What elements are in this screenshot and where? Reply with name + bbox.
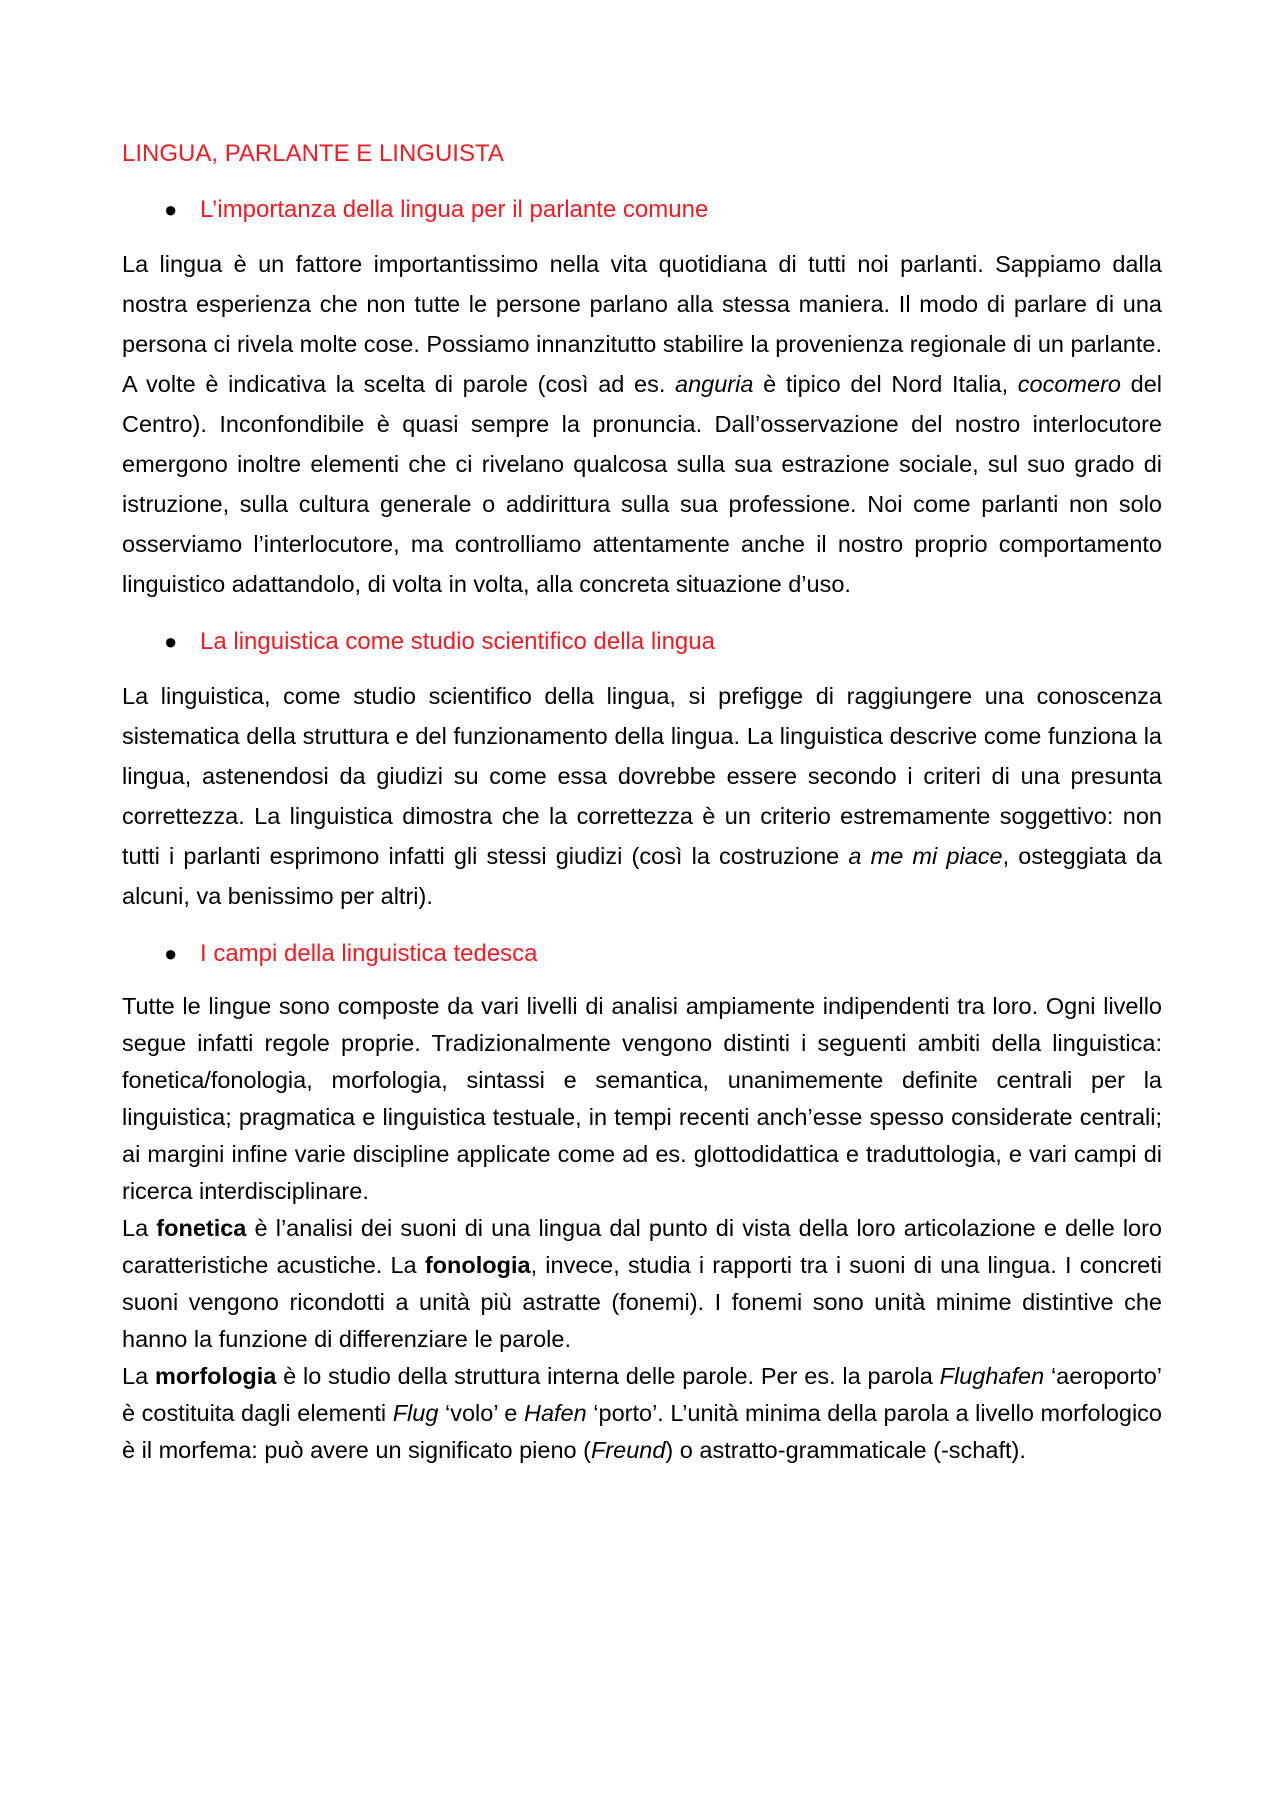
text-run: ‘aeroporto’ è costituita dagli elementi [122,1363,1162,1426]
italic-term: Hafen [523,1400,587,1426]
bold-term: fonologia [424,1252,531,1278]
text-run: , invece, studia i rapporti tra i suoni di una lingua. I concreti suoni vengono ricondotti a unità più astratte (fonemi). I fonemi sono unità minime distintive che hanno la funzione di differenziare le parole. [122,1252,1162,1352]
section-heading-text: L’importanza della lingua per il parlante comune [200,196,709,223]
bullet-icon: ● [164,629,178,654]
text-run: ‘volo’ e [438,1400,524,1426]
text-run: ) o astratto-grammaticale (-schaft). [665,1437,1026,1463]
text-run: del Centro). Inconfondibile è quasi sempre la pronuncia. Dall’osservazione del nostro interlocutore emergono inoltre elementi che ci rivelano qualcosa sulla sua estrazione sociale, sul suo grado di istruzione, sulla cultura generale o addirittura sulla sua professione. Noi come parlanti non solo osserviamo l’interlocutore, ma controlliamo attentamente anche il nostro proprio comportamento linguistico adattandolo, di volta in volta, alla concreta situazione d’uso. [122,371,1163,597]
section-importanza [122,194,1162,604]
bullet-icon: ● [164,941,178,966]
italic-term: a me mi piace [848,843,1003,869]
bold-term: morfologia [154,1363,277,1389]
text-run: La lingua è un fattore importantissimo nella vita quotidiana di tutti noi parlanti. Sappiamo dalla nostra esperienza che non tutte le persone parlano alla stessa maniera. Il modo di parlare di una persona ci rivela molte cose. Possiamo innanzitutto stabilire la provenienza regionale di un parlante. A volte è indicativa la scelta di parole (così ad es. [122,251,1162,397]
text-run: La [122,1363,155,1389]
paragraph [122,1210,1162,1358]
document-page [122,138,1162,1469]
paragraph [122,1358,1162,1469]
section-heading [122,626,1162,658]
text-run: è tipico del Nord Italia, [753,371,1018,397]
text-run: ‘porto’. L’unità minima della parola a livello morfologico è il morfema: può avere un significato pieno ( [122,1400,1162,1463]
section-linguistica-scientifica [122,626,1162,916]
italic-term: Freund [590,1437,666,1463]
paragraph [122,676,1162,916]
text-run: Tutte le lingue sono composte da vari livelli di analisi ampiamente indipendenti tra loro. Ogni livello segue infatti regole proprie. Tradizionalmente vengono distinti i seguenti ambiti della linguistica: fonetica/fonologia, morfologia, sintassi e semantica, unanimemente definite centrali per la linguistica; pragmatica e linguistica testuale, in tempi recenti anch’esse spesso considerate centrali; ai margini infine varie discipline applicate come ad es. glottodidattica e traduttologia, e vari campi di ricerca interdisciplinare. [122,993,1162,1204]
italic-term: Flug [392,1400,439,1426]
text-run: La linguistica, come studio scientifico della lingua, si prefigge di raggiungere una conoscenza sistematica della struttura e del funzionamento della lingua. La linguistica descrive come funziona la lingua, astenendosi da giudizi su come essa dovrebbe essere secondo i criteri di una presunta correttezza. La linguistica dimostra che la correttezza è un criterio estremamente soggettivo: non tutti i parlanti esprimono infatti gli stessi giudizi (così la costruzione [122,683,1162,869]
bold-term: fonetica [156,1215,247,1241]
document-title: LINGUA, PARLANTE E LINGUISTA [122,140,504,167]
italic-term: anguria [675,371,754,397]
section-heading-text: I campi della linguistica tedesca [200,940,538,967]
bullet-icon: ● [164,197,178,222]
text-run: , osteggiata da alcuni, va benissimo per altri). [122,843,1162,909]
section-campi [122,938,1162,1469]
italic-term: Flughafen [939,1363,1045,1389]
text-run: La [122,1215,157,1241]
section-heading-text: La linguistica come studio scientifico della lingua [200,628,715,655]
section-heading [122,938,1162,970]
paragraph [122,244,1162,604]
italic-term: cocomero [1017,371,1121,397]
text-run: è l’analisi dei suoni di una lingua dal punto di vista della loro articolazione e delle loro caratteristiche acustiche. La [122,1215,1163,1278]
text-run: è lo studio della struttura interna delle parole. Per es. la parola [276,1363,940,1389]
paragraph [122,988,1162,1210]
section-heading [122,194,1162,226]
